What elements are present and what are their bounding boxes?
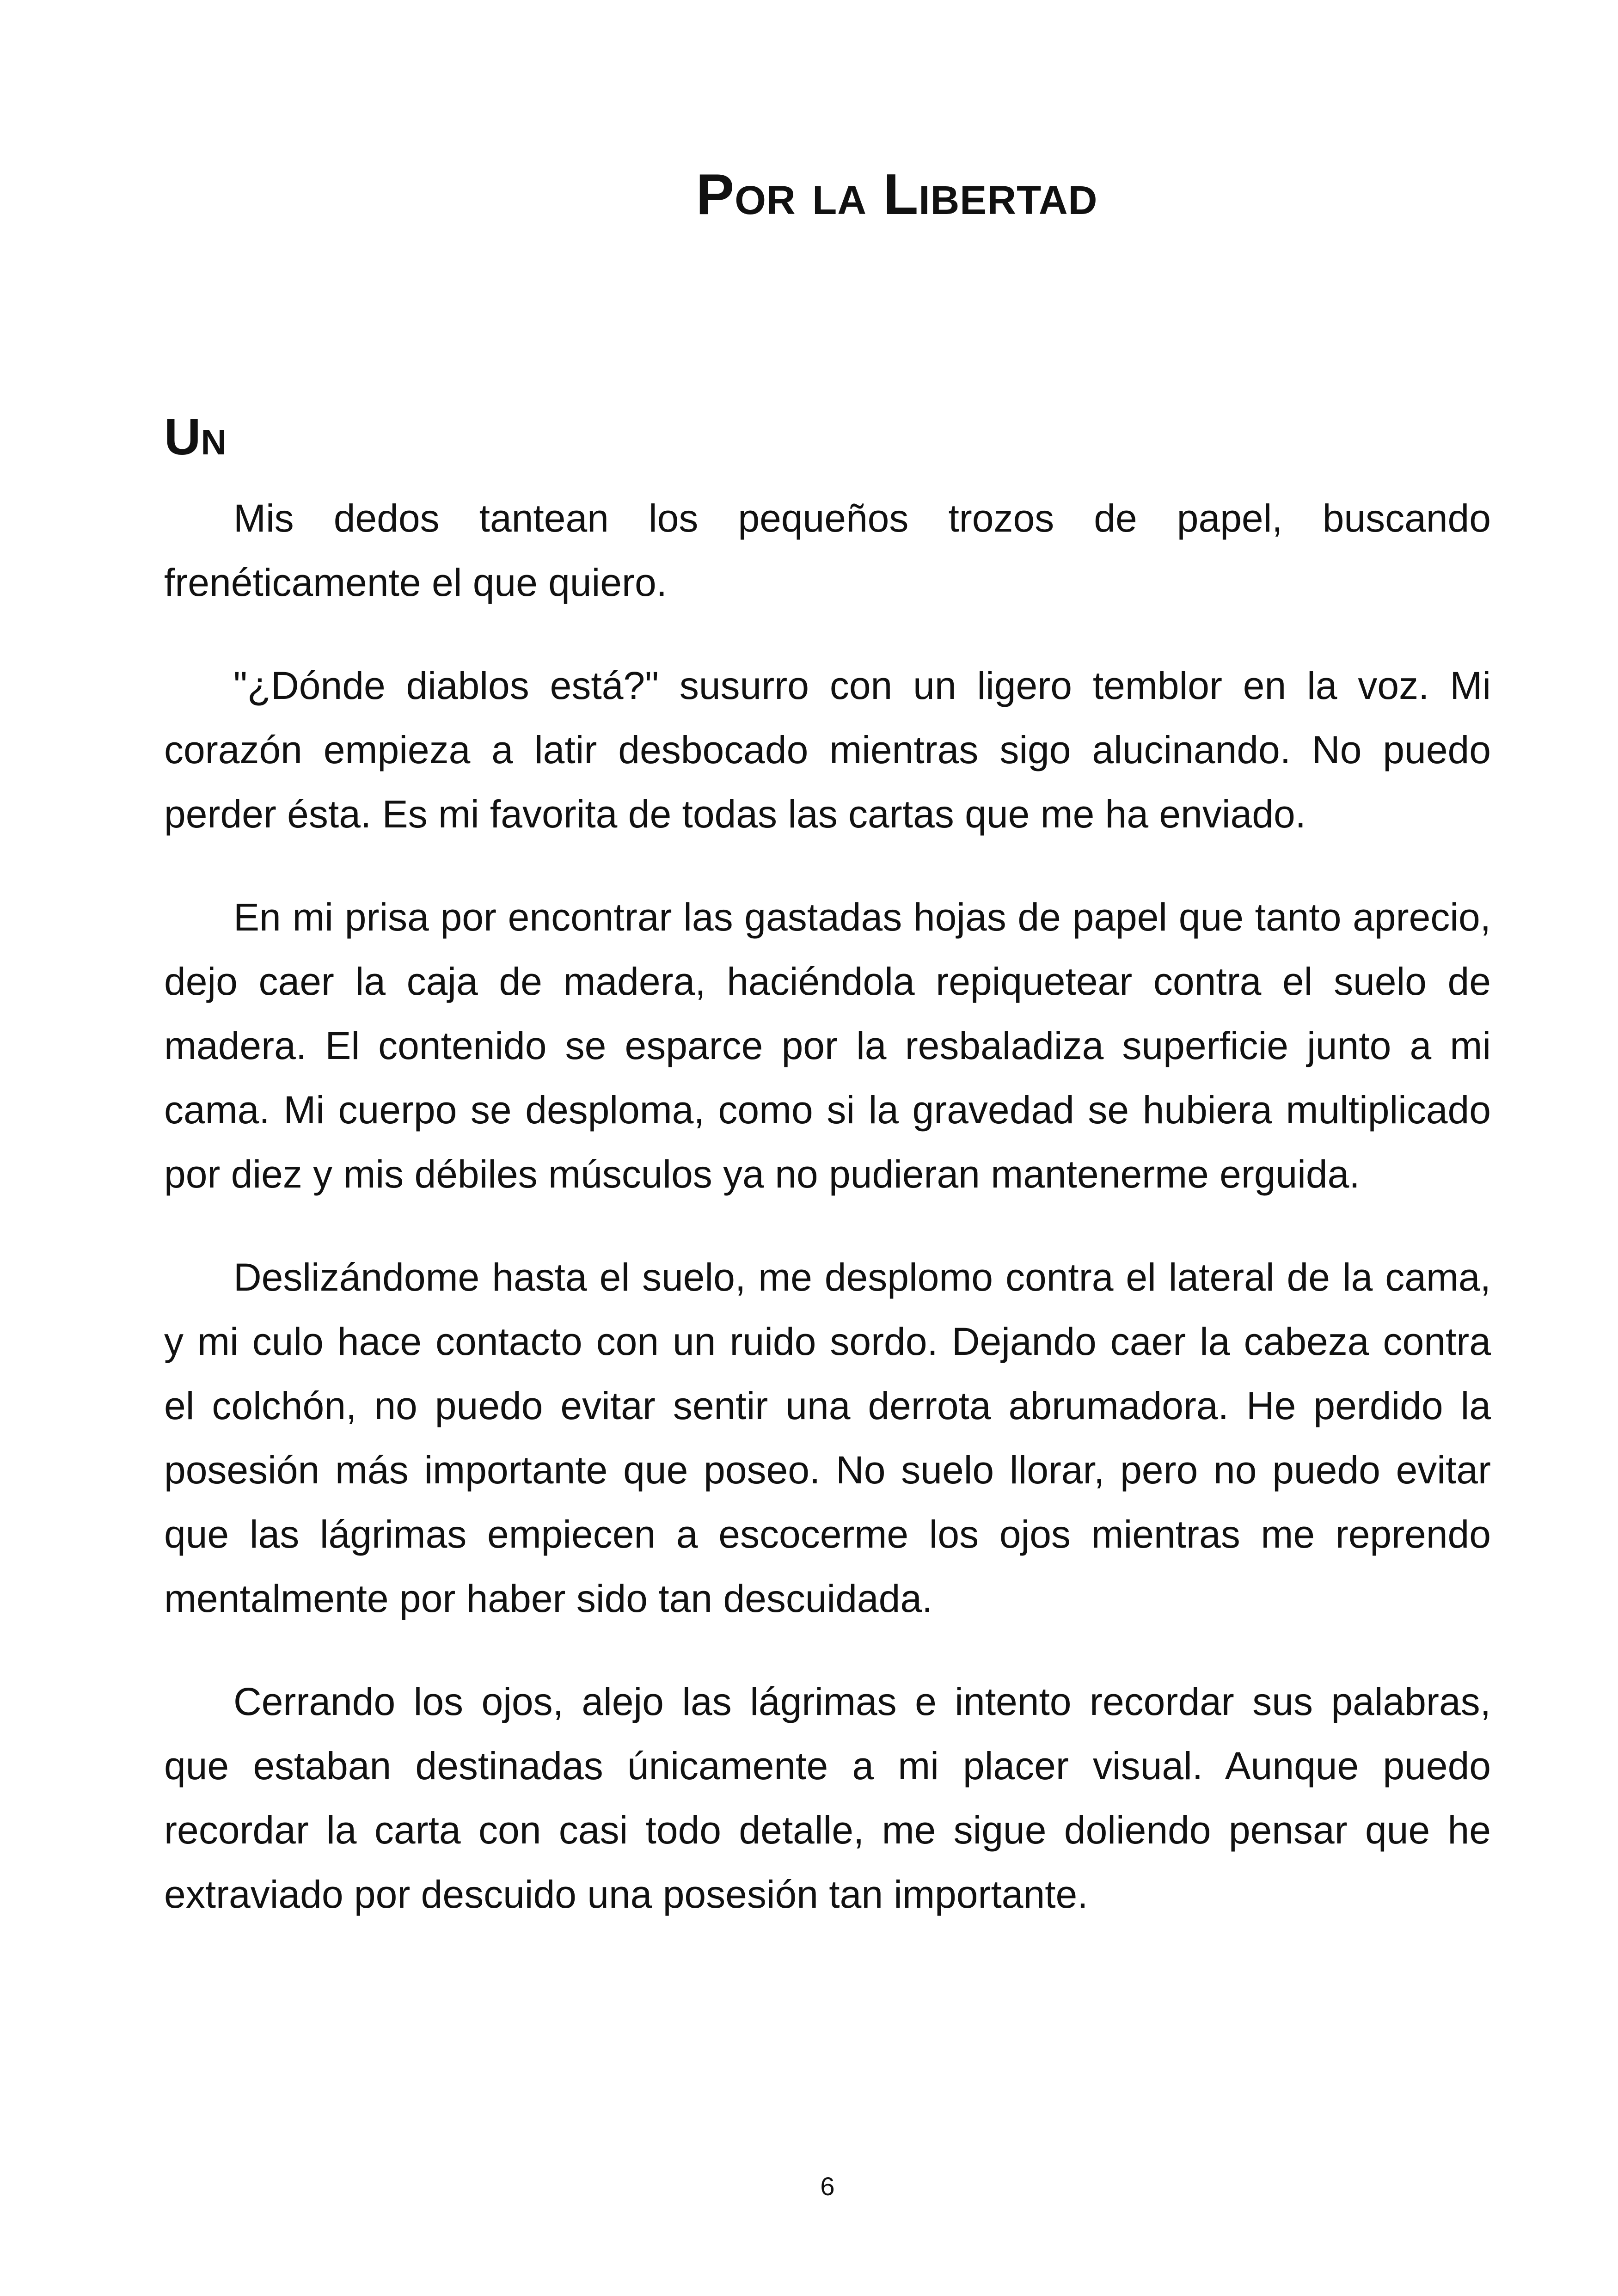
paragraph: En mi prisa por encontrar las gastadas hojas de papel que tanto aprecio, dejo caer la caja de madera, haciéndola repiquetear contra el suelo de madera. El contenido se esparce por la resbaladiza superficie junto a mi cama. Mi cuerpo se desploma, como si la gravedad se hubiera multiplicado por diez y mis débiles músculos ya no pudieran mantenerme erguida. [164,895,1491,1196]
paragraph: Deslizándome hasta el suelo, me desplomo contra el lateral de la cama, y mi culo hace contacto con un ruido sordo. Dejando caer la cabeza contra el colchón, no puedo evitar sentir una derrota abrumadora. He perdido la posesión más importante que poseo. No suelo llorar, pero no puedo evitar que las lágrimas empiecen a escocerme los ojos mientras me reprendo mentalmente por haber sido tan descuidada. [164,1255,1491,1620]
paragraph: "¿Dónde diablos está?" susurro con un ligero temblor en la voz. Mi corazón empieza a latir desbocado mientras sigo alucinando. No puedo perder ésta. Es mi favorita de todas las cartas que me ha enviado. [164,664,1491,836]
chapter-body [164,486,1491,1965]
paragraph: Mis dedos tantean los pequeños trozos de papel, buscando frenéticamente el que quiero. [164,496,1491,604]
page-number: 6 [820,2172,835,2201]
book-title: Por la Libertad [696,163,1098,227]
chapter-title: Un [164,409,227,466]
paragraph: Cerrando los ojos, alejo las lágrimas e intento recordar sus palabras, que estaban destinadas únicamente a mi placer visual. Aunque puedo recordar la carta con casi todo detalle, me sigue doliendo pensar que he extraviado por descuido una posesión tan importante. [164,1680,1491,1916]
